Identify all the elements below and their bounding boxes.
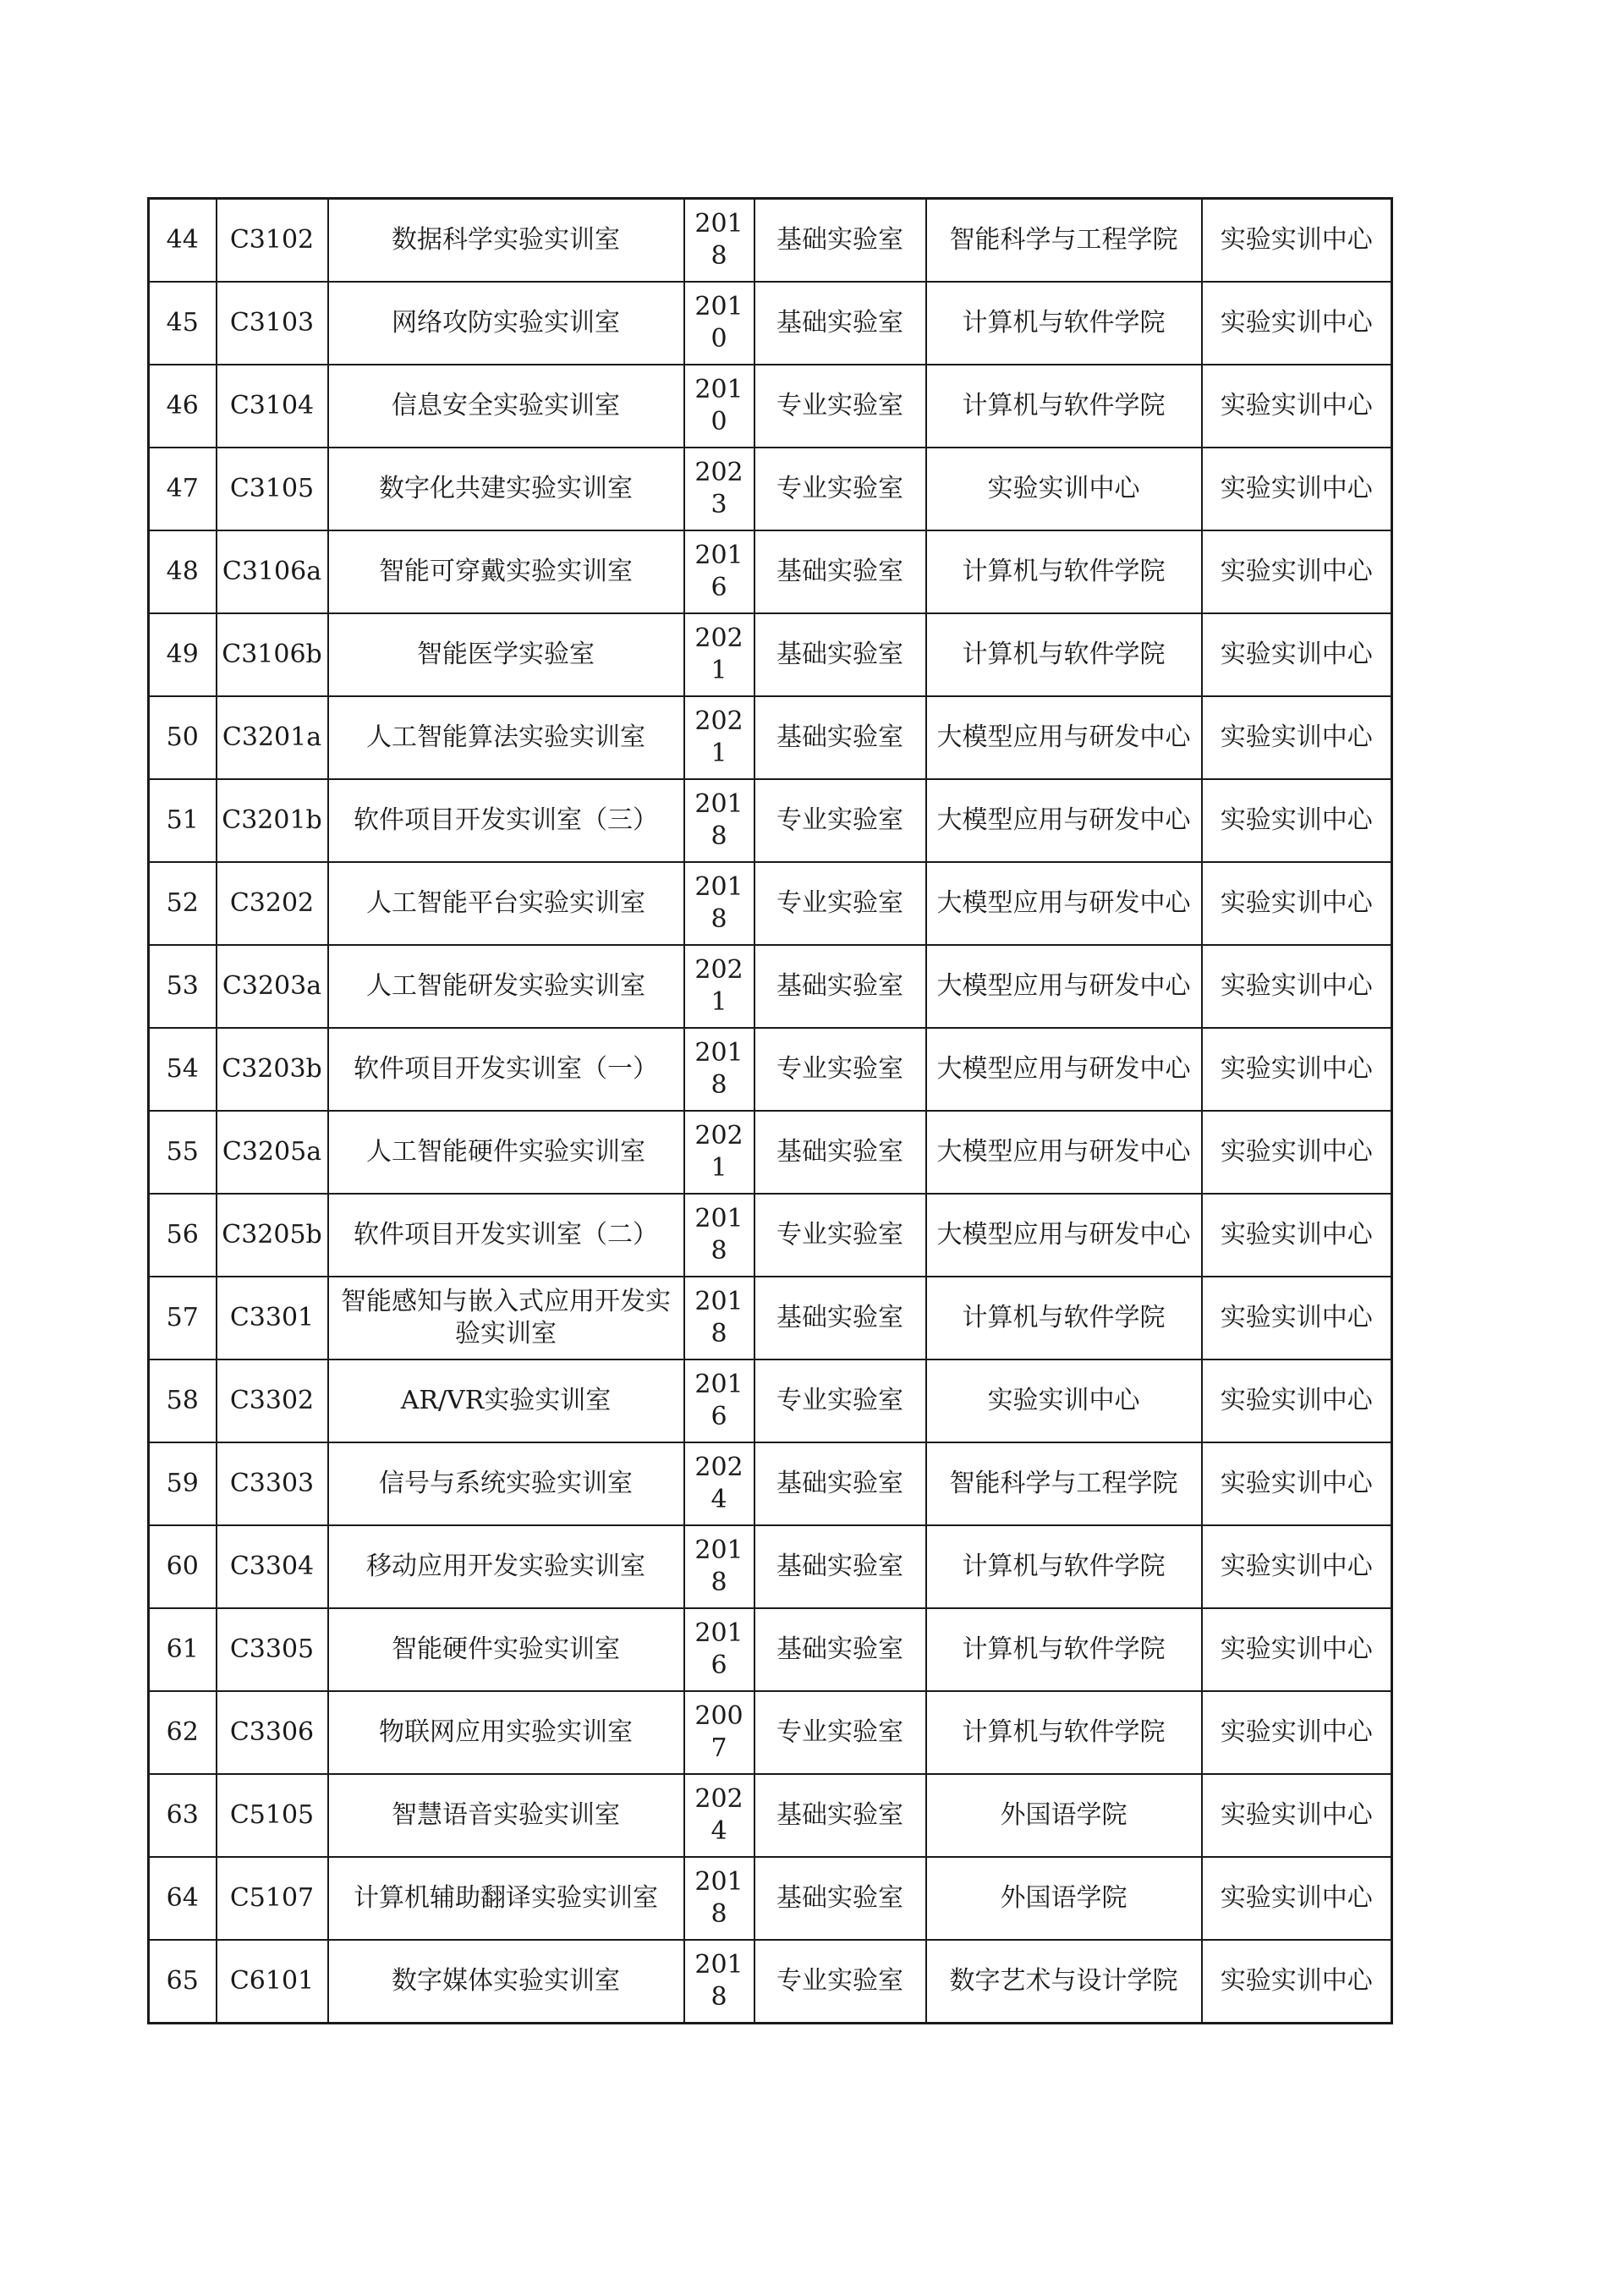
cell-lab-type: 专业实验室 — [754, 1359, 926, 1442]
table-row — [149, 613, 1392, 696]
cell-year: 2016 — [684, 1359, 754, 1442]
cell-year: 2018 — [684, 1940, 754, 2024]
cell-department: 外国语学院 — [926, 1774, 1202, 1857]
cell-number: 60 — [149, 1525, 217, 1608]
cell-department: 智能科学与工程学院 — [926, 199, 1202, 283]
cell-room-code: C3303 — [217, 1442, 328, 1525]
cell-lab-name: 智能硬件实验实训室 — [328, 1608, 684, 1691]
cell-number: 54 — [149, 1028, 217, 1111]
cell-lab-name: 信息安全实验实训室 — [328, 365, 684, 448]
cell-lab-type: 基础实验室 — [754, 1277, 926, 1359]
cell-manager: 实验实训中心 — [1202, 1277, 1392, 1359]
cell-department: 实验实训中心 — [926, 1359, 1202, 1442]
cell-manager: 实验实训中心 — [1202, 365, 1392, 448]
cell-department: 大模型应用与研发中心 — [926, 1111, 1202, 1194]
cell-department: 大模型应用与研发中心 — [926, 862, 1202, 945]
cell-lab-name: 数据科学实验实训室 — [328, 199, 684, 283]
cell-department: 大模型应用与研发中心 — [926, 1028, 1202, 1111]
cell-lab-type: 基础实验室 — [754, 1857, 926, 1940]
lab-table — [147, 197, 1393, 2024]
cell-lab-name: 信号与系统实验实训室 — [328, 1442, 684, 1525]
cell-room-code: C3202 — [217, 862, 328, 945]
cell-number: 56 — [149, 1194, 217, 1277]
cell-lab-type: 专业实验室 — [754, 365, 926, 448]
cell-department: 计算机与软件学院 — [926, 613, 1202, 696]
table-row — [149, 696, 1392, 779]
cell-number: 53 — [149, 945, 217, 1028]
cell-room-code: C3201b — [217, 779, 328, 862]
table-row — [149, 862, 1392, 945]
table-row — [149, 199, 1392, 283]
cell-year: 2018 — [684, 1028, 754, 1111]
cell-manager: 实验实训中心 — [1202, 1608, 1392, 1691]
table-row — [149, 1277, 1392, 1359]
cell-department: 外国语学院 — [926, 1857, 1202, 1940]
table-row — [149, 1442, 1392, 1525]
cell-lab-name: 计算机辅助翻译实验实训室 — [328, 1857, 684, 1940]
cell-lab-type: 专业实验室 — [754, 1028, 926, 1111]
cell-room-code: C3203a — [217, 945, 328, 1028]
cell-department: 计算机与软件学院 — [926, 1277, 1202, 1359]
table-body — [149, 199, 1392, 2024]
cell-number: 49 — [149, 613, 217, 696]
table-row — [149, 1691, 1392, 1774]
cell-lab-name: 人工智能算法实验实训室 — [328, 696, 684, 779]
cell-lab-type: 基础实验室 — [754, 1442, 926, 1525]
cell-department: 大模型应用与研发中心 — [926, 1194, 1202, 1277]
cell-lab-type: 基础实验室 — [754, 613, 926, 696]
cell-room-code: C3105 — [217, 448, 328, 530]
cell-number: 46 — [149, 365, 217, 448]
cell-lab-type: 基础实验室 — [754, 1608, 926, 1691]
cell-lab-type: 基础实验室 — [754, 1525, 926, 1608]
table-row — [149, 1359, 1392, 1442]
cell-manager: 实验实训中心 — [1202, 696, 1392, 779]
cell-manager: 实验实训中心 — [1202, 1194, 1392, 1277]
table-row — [149, 1525, 1392, 1608]
cell-department: 智能科学与工程学院 — [926, 1442, 1202, 1525]
table-row — [149, 1857, 1392, 1940]
cell-room-code: C3205a — [217, 1111, 328, 1194]
cell-manager: 实验实训中心 — [1202, 282, 1392, 365]
cell-number: 48 — [149, 530, 217, 613]
cell-lab-type: 基础实验室 — [754, 696, 926, 779]
table-row — [149, 530, 1392, 613]
cell-lab-name: 网络攻防实验实训室 — [328, 282, 684, 365]
cell-lab-name: 软件项目开发实训室（二） — [328, 1194, 684, 1277]
cell-lab-name: 软件项目开发实训室（一） — [328, 1028, 684, 1111]
cell-year: 2018 — [684, 1857, 754, 1940]
cell-year: 2024 — [684, 1442, 754, 1525]
cell-number: 55 — [149, 1111, 217, 1194]
cell-lab-name: 物联网应用实验实训室 — [328, 1691, 684, 1774]
cell-room-code: C3103 — [217, 282, 328, 365]
cell-lab-name: 人工智能平台实验实训室 — [328, 862, 684, 945]
cell-year: 2007 — [684, 1691, 754, 1774]
cell-year: 2018 — [684, 779, 754, 862]
cell-lab-name: 智能感知与嵌入式应用开发实验实训室 — [328, 1277, 684, 1359]
cell-department: 大模型应用与研发中心 — [926, 945, 1202, 1028]
cell-department: 计算机与软件学院 — [926, 1525, 1202, 1608]
cell-lab-type: 专业实验室 — [754, 779, 926, 862]
cell-manager: 实验实训中心 — [1202, 1442, 1392, 1525]
cell-lab-name: 人工智能研发实验实训室 — [328, 945, 684, 1028]
table-row — [149, 448, 1392, 530]
cell-year: 2018 — [684, 862, 754, 945]
cell-year: 2023 — [684, 448, 754, 530]
table-row — [149, 1194, 1392, 1277]
cell-room-code: C3304 — [217, 1525, 328, 1608]
cell-lab-type: 专业实验室 — [754, 448, 926, 530]
cell-number: 50 — [149, 696, 217, 779]
cell-manager: 实验实训中心 — [1202, 1940, 1392, 2024]
table-row — [149, 365, 1392, 448]
cell-department: 实验实训中心 — [926, 448, 1202, 530]
cell-room-code: C3201a — [217, 696, 328, 779]
cell-year: 2018 — [684, 1277, 754, 1359]
cell-year: 2024 — [684, 1774, 754, 1857]
cell-room-code: C3102 — [217, 199, 328, 283]
cell-lab-type: 专业实验室 — [754, 862, 926, 945]
cell-number: 61 — [149, 1608, 217, 1691]
cell-department: 计算机与软件学院 — [926, 1608, 1202, 1691]
cell-room-code: C3106b — [217, 613, 328, 696]
cell-room-code: C3106a — [217, 530, 328, 613]
cell-lab-name: 软件项目开发实训室（三） — [328, 779, 684, 862]
cell-number: 62 — [149, 1691, 217, 1774]
cell-lab-type: 专业实验室 — [754, 1691, 926, 1774]
table-row — [149, 282, 1392, 365]
table-row — [149, 945, 1392, 1028]
table-row — [149, 1774, 1392, 1857]
cell-manager: 实验实训中心 — [1202, 613, 1392, 696]
cell-manager: 实验实训中心 — [1202, 945, 1392, 1028]
cell-room-code: C3302 — [217, 1359, 328, 1442]
cell-lab-name: 数字媒体实验实训室 — [328, 1940, 684, 2024]
table-row — [149, 1111, 1392, 1194]
cell-manager: 实验实训中心 — [1202, 1691, 1392, 1774]
cell-number: 63 — [149, 1774, 217, 1857]
cell-number: 44 — [149, 199, 217, 283]
cell-number: 59 — [149, 1442, 217, 1525]
cell-manager: 实验实训中心 — [1202, 1359, 1392, 1442]
cell-year: 2018 — [684, 1194, 754, 1277]
cell-lab-name: AR/VR实验实训室 — [328, 1359, 684, 1442]
cell-room-code: C3205b — [217, 1194, 328, 1277]
cell-department: 计算机与软件学院 — [926, 1691, 1202, 1774]
cell-lab-name: 智能可穿戴实验实训室 — [328, 530, 684, 613]
cell-room-code: C3301 — [217, 1277, 328, 1359]
cell-room-code: C5105 — [217, 1774, 328, 1857]
cell-department: 计算机与软件学院 — [926, 282, 1202, 365]
cell-year: 2010 — [684, 282, 754, 365]
cell-number: 58 — [149, 1359, 217, 1442]
cell-year: 2016 — [684, 1608, 754, 1691]
table-row — [149, 1608, 1392, 1691]
cell-manager: 实验实训中心 — [1202, 530, 1392, 613]
cell-year: 2021 — [684, 945, 754, 1028]
cell-year: 2021 — [684, 696, 754, 779]
table-row — [149, 779, 1392, 862]
cell-manager: 实验实训中心 — [1202, 1774, 1392, 1857]
cell-manager: 实验实训中心 — [1202, 1111, 1392, 1194]
cell-lab-type: 专业实验室 — [754, 1940, 926, 2024]
cell-manager: 实验实训中心 — [1202, 448, 1392, 530]
cell-number: 45 — [149, 282, 217, 365]
cell-number: 57 — [149, 1277, 217, 1359]
cell-manager: 实验实训中心 — [1202, 1028, 1392, 1111]
cell-lab-type: 专业实验室 — [754, 1194, 926, 1277]
cell-manager: 实验实训中心 — [1202, 1857, 1392, 1940]
cell-lab-type: 基础实验室 — [754, 199, 926, 283]
cell-lab-type: 基础实验室 — [754, 945, 926, 1028]
cell-lab-type: 基础实验室 — [754, 1774, 926, 1857]
cell-year: 2010 — [684, 365, 754, 448]
cell-lab-name: 智能医学实验室 — [328, 613, 684, 696]
cell-room-code: C3203b — [217, 1028, 328, 1111]
cell-room-code: C6101 — [217, 1940, 328, 2024]
cell-number: 65 — [149, 1940, 217, 2024]
cell-department: 数字艺术与设计学院 — [926, 1940, 1202, 2024]
cell-number: 64 — [149, 1857, 217, 1940]
cell-room-code: C5107 — [217, 1857, 328, 1940]
cell-year: 2016 — [684, 530, 754, 613]
cell-lab-name: 人工智能硬件实验实训室 — [328, 1111, 684, 1194]
cell-room-code: C3306 — [217, 1691, 328, 1774]
table-row — [149, 1940, 1392, 2024]
cell-year: 2021 — [684, 1111, 754, 1194]
cell-number: 47 — [149, 448, 217, 530]
cell-department: 计算机与软件学院 — [926, 365, 1202, 448]
cell-year: 2021 — [684, 613, 754, 696]
cell-manager: 实验实训中心 — [1202, 779, 1392, 862]
cell-lab-name: 智慧语音实验实训室 — [328, 1774, 684, 1857]
cell-room-code: C3104 — [217, 365, 328, 448]
cell-department: 计算机与软件学院 — [926, 530, 1202, 613]
cell-department: 大模型应用与研发中心 — [926, 696, 1202, 779]
table-row — [149, 1028, 1392, 1111]
cell-lab-type: 基础实验室 — [754, 282, 926, 365]
cell-year: 2018 — [684, 199, 754, 283]
cell-lab-name: 移动应用开发实验实训室 — [328, 1525, 684, 1608]
cell-room-code: C3305 — [217, 1608, 328, 1691]
cell-manager: 实验实训中心 — [1202, 862, 1392, 945]
cell-lab-name: 数字化共建实验实训室 — [328, 448, 684, 530]
cell-number: 52 — [149, 862, 217, 945]
cell-department: 大模型应用与研发中心 — [926, 779, 1202, 862]
cell-lab-type: 基础实验室 — [754, 530, 926, 613]
cell-lab-type: 基础实验室 — [754, 1111, 926, 1194]
cell-manager: 实验实训中心 — [1202, 1525, 1392, 1608]
cell-year: 2018 — [684, 1525, 754, 1608]
cell-number: 51 — [149, 779, 217, 862]
cell-manager: 实验实训中心 — [1202, 199, 1392, 283]
